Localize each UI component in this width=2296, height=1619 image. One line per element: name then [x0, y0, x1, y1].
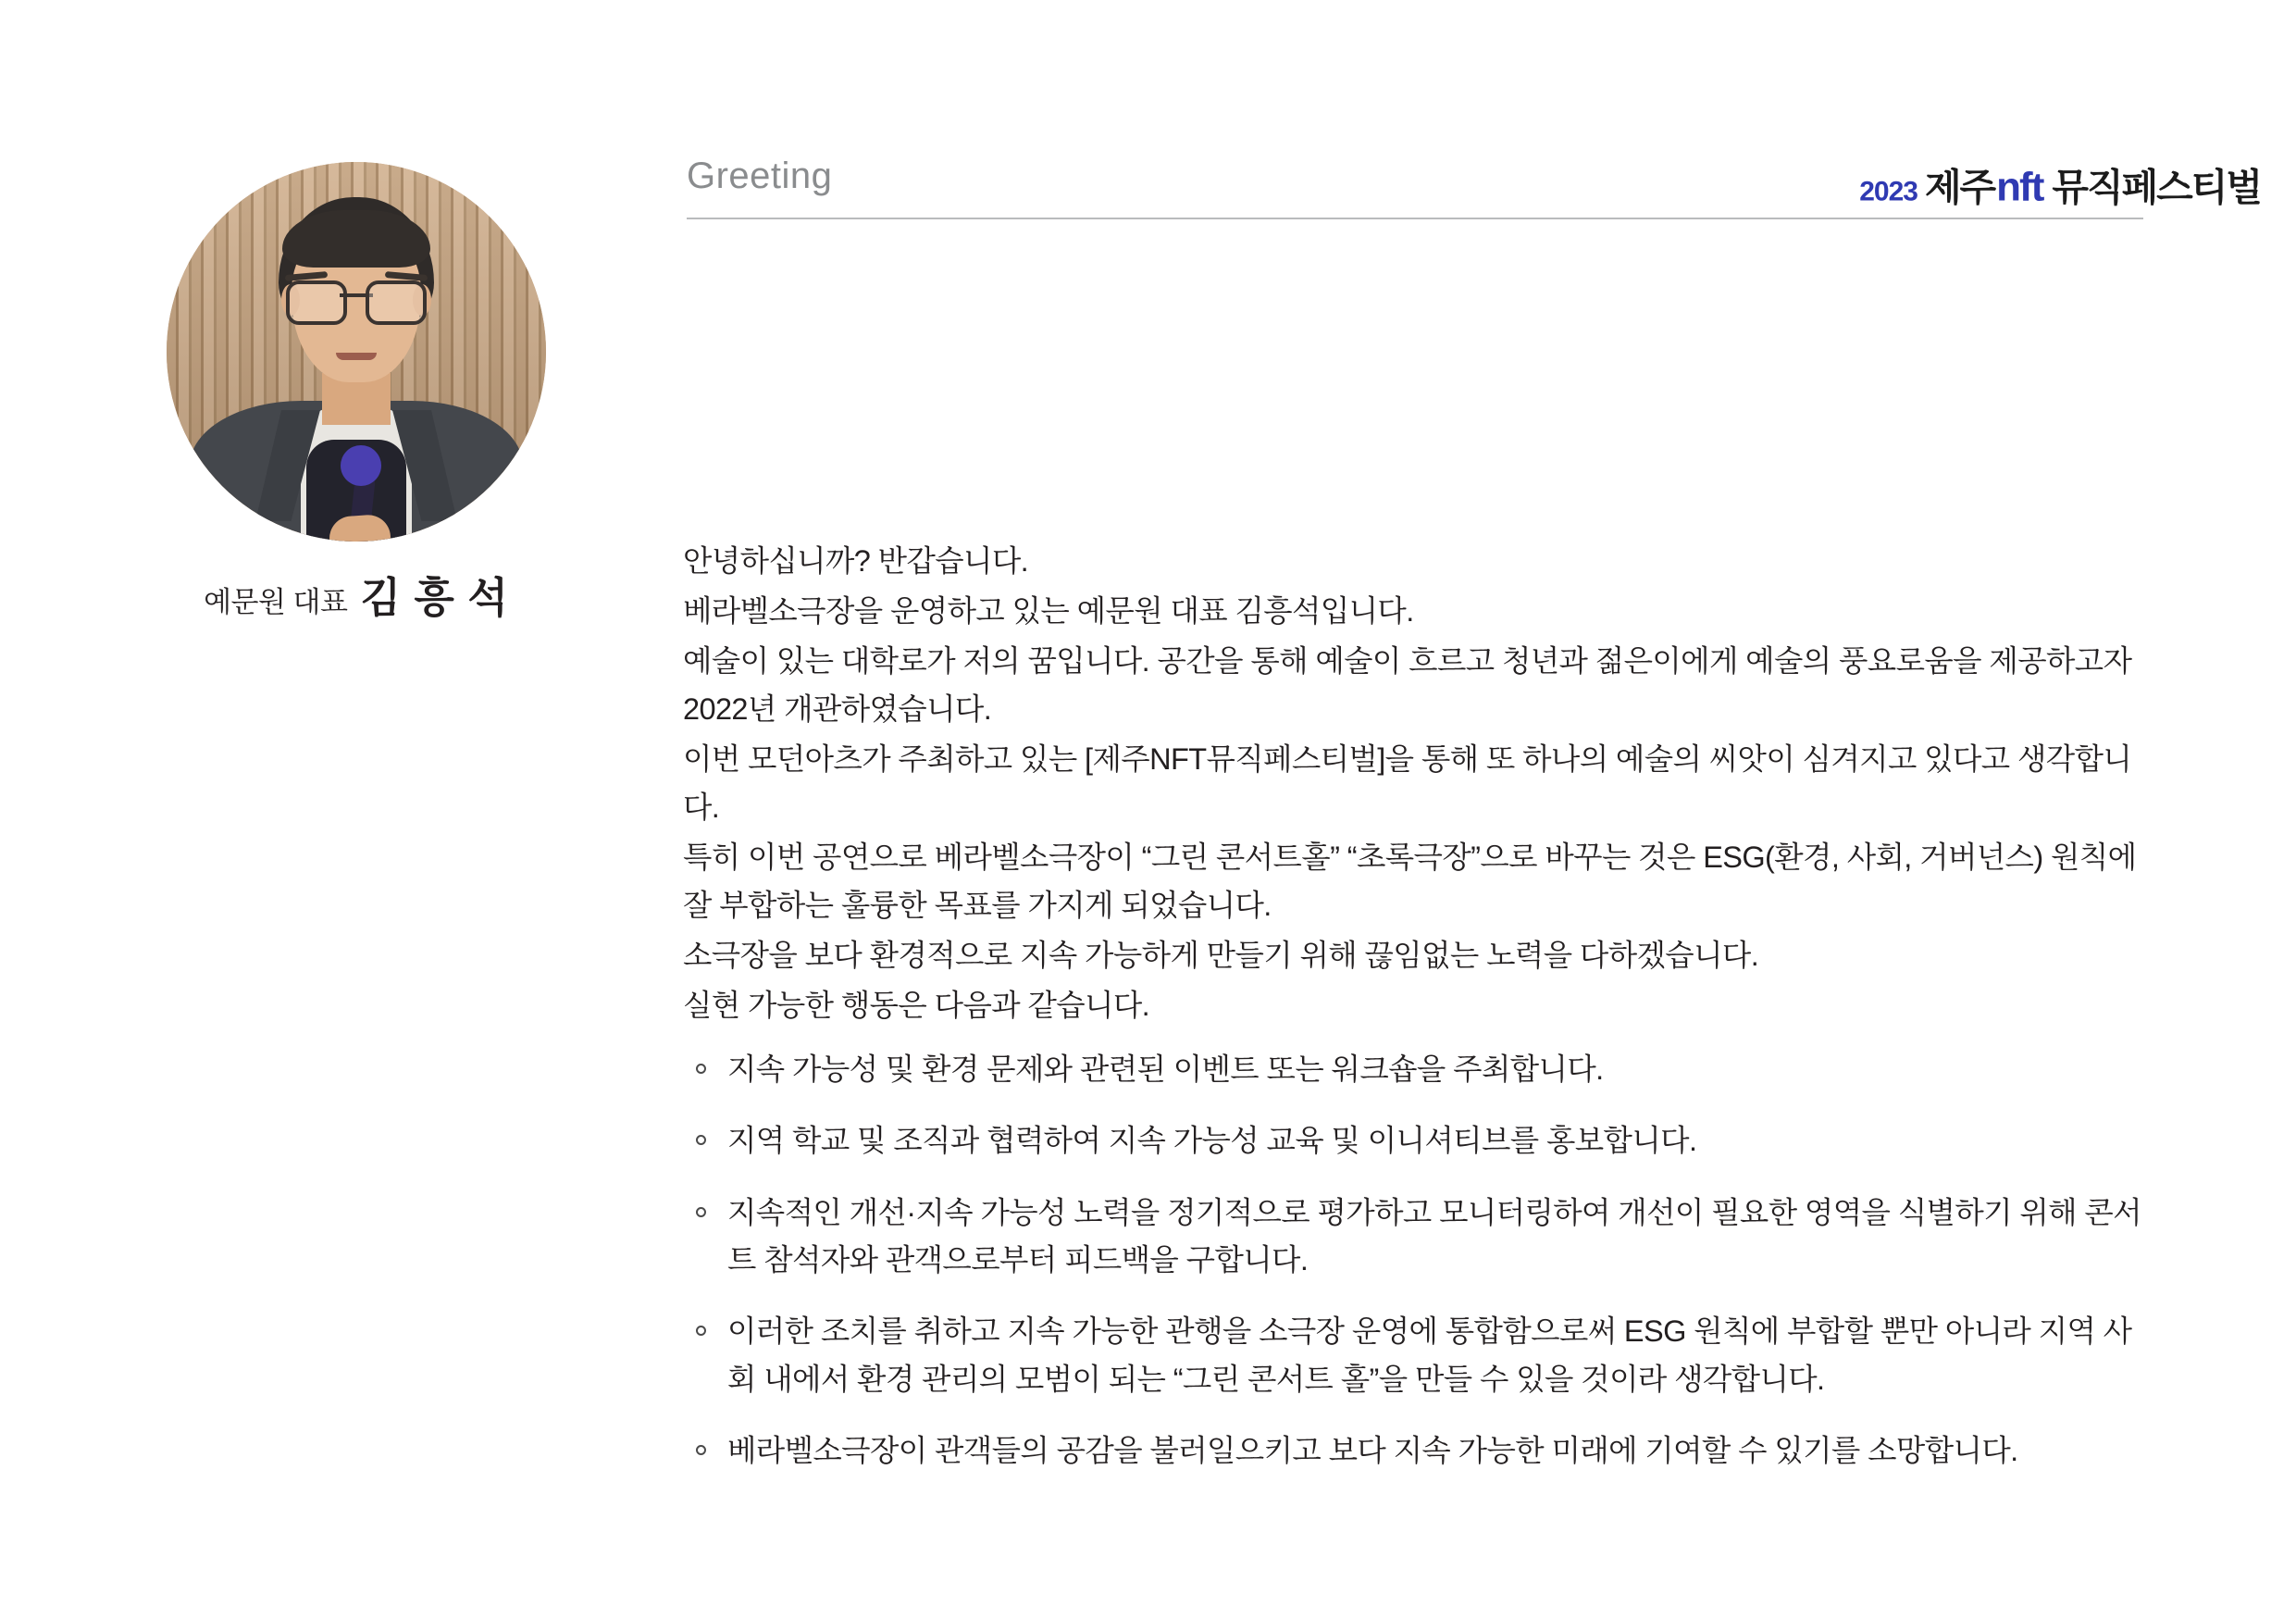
bullet-icon: [696, 1326, 706, 1336]
list-item-label: 지속적인 개선·지속 가능성 노력을 정기적으로 평가하고 모니터링하여 개선이 필요한 영역을 식별하기 위해 콘서트 참석자와 관객으로부터 피드백을 구합니다.: [727, 1195, 2141, 1277]
paragraph: 특히 이번 공연으로 베라벨소극장이 “그린 콘서트홀” “초록극장”으로 바꾸는 것은 ESG(환경, 사회, 거버넌스) 원칙에 잘 부합하는 훌륭한 목표를 가지게 되었습니다.: [683, 841, 2137, 922]
paragraph: 이번 모던아츠가 주최하고 있는 [제주NFT뮤직페스티벌]을 통해 또 하나의 예술의 씨앗이 심겨지고 있다고 생각합니다.: [683, 742, 2132, 824]
paragraph: 소극장을 보다 환경적으로 지속 가능하게 만들기 위해 끊임없는 노력을 다하겠습니다.: [683, 939, 1759, 972]
list-item: [692, 1427, 2151, 1475]
list-item-label: 베라벨소극장이 관객들의 공감을 불러일으키고 보다 지속 가능한 미래에 기여할 수 있기를 소망합니다.: [727, 1434, 2018, 1468]
speaker-block: [139, 162, 574, 621]
glasses-icon: [286, 280, 427, 319]
speaker-name-line: [139, 574, 574, 621]
portrait-hair-front: [282, 210, 430, 268]
list-item: [692, 1046, 2151, 1093]
list-item: [692, 1189, 2151, 1285]
paragraph: 안녕하십니까? 반갑습니다.: [683, 544, 1029, 578]
greeting-body: [683, 537, 2149, 1031]
header-divider: [687, 218, 2143, 219]
logo-jeju: 제주: [1924, 166, 1995, 209]
speaker-role: 예문원 대표: [204, 586, 348, 618]
bullet-icon: [696, 1135, 706, 1145]
paragraph: 실현 가능한 행동은 다음과 같습니다.: [683, 989, 1150, 1022]
list-item-label: 이러한 조치를 취하고 지속 가능한 관행을 소극장 운영에 통합함으로써 ESG 원칙에 부합할 뿐만 아니라 지역 사회 내에서 환경 관리의 모범이 되는 “그린 콘서트 홀”을 만들 수 있을 것이라 생각합니다.: [727, 1314, 2132, 1396]
logo-year: 2023: [1859, 176, 1917, 207]
speaker-name: 김 흥 석: [360, 574, 509, 621]
portrait-mouth: [336, 353, 377, 360]
paragraph: 베라벨소극장을 운영하고 있는 예문원 대표 김흥석입니다.: [683, 594, 1414, 628]
list-item-label: 지속 가능성 및 환경 문제와 관련된 이벤트 또는 워크숍을 주최합니다.: [727, 1052, 1604, 1086]
page-title: Greeting: [687, 156, 833, 196]
festival-logo: [1859, 156, 2261, 211]
list-item-label: 지역 학교 및 조직과 협력하여 지속 가능성 교육 및 이니셔티브를 홍보합니다.: [727, 1124, 1697, 1158]
bullet-icon: [696, 1064, 706, 1074]
list-item: [692, 1117, 2151, 1164]
paragraph: 예술이 있는 대학로가 저의 꿈입니다. 공간을 통해 예술이 흐르고 청년과 젊은이에게 예술의 풍요로움을 제공하고자 2022년 개관하였습니다.: [683, 644, 2132, 726]
bullet-icon: [696, 1207, 706, 1217]
list-item: [692, 1308, 2151, 1403]
bullet-icon: [696, 1445, 706, 1455]
logo-nft: nft: [1996, 164, 2043, 210]
action-list: [692, 1046, 2151, 1499]
speaker-portrait: [167, 162, 546, 542]
microphone-icon: [341, 445, 381, 486]
logo-festival: 뮤직페스티벌: [2052, 166, 2261, 209]
